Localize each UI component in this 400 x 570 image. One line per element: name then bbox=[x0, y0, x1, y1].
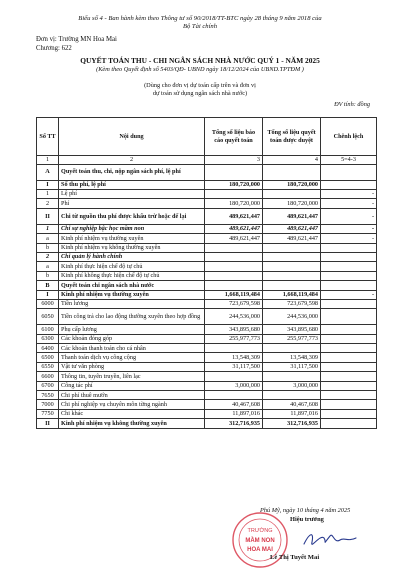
report-value-cell bbox=[205, 391, 263, 400]
approved-value-cell bbox=[263, 252, 321, 261]
diff-cell bbox=[321, 400, 377, 409]
diff-cell bbox=[321, 409, 377, 418]
diff-cell bbox=[321, 299, 377, 308]
content-cell: Quyết toán thu, chi, nộp ngân sách phí, lệ phí bbox=[59, 164, 205, 180]
stt-cell: 1 bbox=[37, 224, 59, 233]
content-cell: Tiền công trả cho lao động thường xuyên theo hợp đồng bbox=[59, 309, 205, 325]
table-row bbox=[37, 243, 377, 252]
table-row bbox=[37, 372, 377, 381]
approved-value-cell bbox=[263, 189, 321, 198]
approved-value-cell: 180,720,000 bbox=[263, 180, 321, 189]
approved-value-cell: 255,977,773 bbox=[263, 334, 321, 343]
diff-cell: - bbox=[321, 189, 377, 198]
content-cell: Chi khác bbox=[59, 409, 205, 418]
table-header-row bbox=[37, 118, 377, 156]
usage-line2: dự toán sử dụng ngân sách nhà nước) bbox=[152, 90, 248, 97]
report-value-cell bbox=[205, 372, 263, 381]
approved-value-cell bbox=[263, 243, 321, 252]
report-value-cell: 1,668,119,484 bbox=[205, 290, 263, 299]
approved-value-cell: 31,117,500 bbox=[263, 362, 321, 371]
approved-value-cell: 11,897,016 bbox=[263, 409, 321, 418]
approved-value-cell bbox=[263, 281, 321, 290]
stamp-text-mid: MẦM NON bbox=[245, 538, 275, 544]
report-value-cell: 3,000,000 bbox=[205, 381, 263, 390]
diff-cell bbox=[321, 372, 377, 381]
approved-value-cell: 180,720,000 bbox=[263, 199, 321, 208]
diff-cell bbox=[321, 281, 377, 290]
table-row bbox=[37, 164, 377, 180]
diff-cell bbox=[321, 262, 377, 271]
table-row bbox=[37, 224, 377, 233]
legal-note bbox=[0, 15, 400, 31]
report-value-cell: 31,117,500 bbox=[205, 362, 263, 371]
approved-value-cell bbox=[263, 164, 321, 180]
usage-note bbox=[0, 82, 400, 98]
table-row bbox=[37, 362, 377, 371]
approved-value-cell: 3,000,000 bbox=[263, 381, 321, 390]
table-row bbox=[37, 290, 377, 299]
report-value-cell: 180,720,000 bbox=[205, 199, 263, 208]
stt-cell: 7000 bbox=[37, 400, 59, 409]
table-row bbox=[37, 419, 377, 428]
content-cell: Chi quản lý hành chính bbox=[59, 252, 205, 261]
diff-cell bbox=[321, 164, 377, 180]
approved-value-cell: 489,621,447 bbox=[263, 234, 321, 243]
content-cell: Kinh phí nhiệm vụ không thường xuyên bbox=[59, 419, 205, 428]
signatory-name: Lê Thị Tuyết Mai bbox=[270, 554, 320, 561]
table-body bbox=[37, 156, 377, 429]
usage-line1: (Dùng cho đơn vị dự toán cấp trên và đơn vị bbox=[144, 82, 256, 89]
approved-value-cell bbox=[263, 372, 321, 381]
diff-cell: - bbox=[321, 234, 377, 243]
diff-cell bbox=[321, 180, 377, 189]
index-cell: 3 bbox=[205, 156, 263, 165]
table-row bbox=[37, 309, 377, 325]
table-row bbox=[37, 334, 377, 343]
stt-cell: 6000 bbox=[37, 299, 59, 308]
diff-cell bbox=[321, 353, 377, 362]
approved-value-cell bbox=[263, 344, 321, 353]
content-cell: Chi phí nghiệp vụ chuyên môn từng ngành bbox=[59, 400, 205, 409]
content-cell: Thông tin, tuyên truyền, liên lạc bbox=[59, 372, 205, 381]
index-cell: 1 bbox=[37, 156, 59, 165]
content-cell: Phí bbox=[59, 199, 205, 208]
report-value-cell: 180,720,000 bbox=[205, 180, 263, 189]
report-value-cell: 40,467,608 bbox=[205, 400, 263, 409]
stt-cell: 1 bbox=[37, 189, 59, 198]
table-row bbox=[37, 400, 377, 409]
stt-cell: I bbox=[37, 290, 59, 299]
stt-cell: A bbox=[37, 164, 59, 180]
stt-cell: 2 bbox=[37, 199, 59, 208]
content-cell: Công tác phí bbox=[59, 381, 205, 390]
stt-cell: b bbox=[37, 271, 59, 280]
approved-value-cell bbox=[263, 271, 321, 280]
legal-note-line2: Bộ Tài chính bbox=[182, 23, 218, 30]
stt-cell: a bbox=[37, 262, 59, 271]
diff-cell bbox=[321, 362, 377, 371]
table-row bbox=[37, 344, 377, 353]
content-cell: Kinh phí nhiệm vụ không thường xuyên bbox=[59, 243, 205, 252]
stt-cell: II bbox=[37, 419, 59, 428]
table-row bbox=[37, 353, 377, 362]
content-cell: Lệ phí bbox=[59, 189, 205, 198]
content-cell: Chi từ nguồn thu phí được khấu trừ hoặc để lại bbox=[59, 208, 205, 224]
stamp-text-top: TRƯỜNG bbox=[247, 528, 273, 534]
content-cell: Kinh phí thực hiện chế độ tự chủ bbox=[59, 262, 205, 271]
approved-value-cell bbox=[263, 262, 321, 271]
subtitle: (Kèm theo Quyết định số 5403/QĐ- UBND ngày 18/12/2024 của UBND.TPTĐM ) bbox=[96, 66, 304, 73]
signature-date: Phú Mỹ, ngày 10 tháng 4 năm 2025 bbox=[260, 507, 351, 514]
red-stamp-seal bbox=[230, 510, 290, 570]
content-cell: Quyết toán chi ngân sách nhà nước bbox=[59, 281, 205, 290]
diff-cell bbox=[321, 381, 377, 390]
approved-value-cell: 13,548,309 bbox=[263, 353, 321, 362]
currency-unit: ĐV tính: đồng bbox=[334, 101, 370, 108]
table-row bbox=[37, 391, 377, 400]
table-row bbox=[37, 208, 377, 224]
chapter-line: Chương: 622 bbox=[36, 45, 72, 52]
diff-cell bbox=[321, 419, 377, 428]
report-value-cell bbox=[205, 189, 263, 198]
index-row bbox=[37, 156, 377, 165]
content-cell: Chi sự nghiệp bậc học mầm non bbox=[59, 224, 205, 233]
table-row bbox=[37, 234, 377, 243]
header-content: Nội dung bbox=[59, 118, 205, 156]
approved-value-cell: 40,467,608 bbox=[263, 400, 321, 409]
table-row bbox=[37, 271, 377, 280]
diff-cell: - bbox=[321, 290, 377, 299]
diff-cell: - bbox=[321, 199, 377, 208]
report-value-cell: 343,895,680 bbox=[205, 325, 263, 334]
report-value-cell: 489,621,447 bbox=[205, 224, 263, 233]
report-value-cell bbox=[205, 344, 263, 353]
settlement-table bbox=[36, 117, 377, 429]
diff-cell bbox=[321, 344, 377, 353]
table-row bbox=[37, 409, 377, 418]
table-row bbox=[37, 299, 377, 308]
stt-cell: b bbox=[37, 243, 59, 252]
unit-line: Đơn vị: Trường MN Hoa Mai bbox=[36, 36, 117, 43]
stt-cell: 7650 bbox=[37, 391, 59, 400]
stt-cell: a bbox=[37, 234, 59, 243]
table-row bbox=[37, 189, 377, 198]
stt-cell: 6400 bbox=[37, 344, 59, 353]
approved-value-cell: 489,621,447 bbox=[263, 208, 321, 224]
index-cell: 2 bbox=[59, 156, 205, 165]
report-value-cell: 723,679,598 bbox=[205, 299, 263, 308]
content-cell: Các khoản đóng góp bbox=[59, 334, 205, 343]
content-cell: Tiền lương bbox=[59, 299, 205, 308]
diff-cell bbox=[321, 243, 377, 252]
report-value-cell bbox=[205, 243, 263, 252]
approved-value-cell: 723,679,598 bbox=[263, 299, 321, 308]
approved-value-cell: 312,716,935 bbox=[263, 419, 321, 428]
report-value-cell: 312,716,935 bbox=[205, 419, 263, 428]
report-value-cell bbox=[205, 271, 263, 280]
table-row bbox=[37, 262, 377, 271]
stamp-text-bottom: HOA MAI bbox=[247, 547, 273, 553]
diff-cell: - bbox=[321, 224, 377, 233]
report-value-cell bbox=[205, 164, 263, 180]
diff-cell bbox=[321, 325, 377, 334]
header-report: Tổng số liệu báo cáo quyết toán bbox=[205, 118, 263, 156]
table-row bbox=[37, 180, 377, 189]
content-cell: Số thu phí, lệ phí bbox=[59, 180, 205, 189]
table-row bbox=[37, 381, 377, 390]
report-value-cell: 11,897,016 bbox=[205, 409, 263, 418]
table-row bbox=[37, 281, 377, 290]
page-title: QUYẾT TOÁN THU - CHI NGÂN SÁCH NHÀ NƯỚC QUÝ 1 - NĂM 2025 bbox=[80, 56, 320, 65]
approved-value-cell: 1,668,119,484 bbox=[263, 290, 321, 299]
diff-cell bbox=[321, 334, 377, 343]
stt-cell: I bbox=[37, 180, 59, 189]
diff-cell bbox=[321, 271, 377, 280]
approved-value-cell bbox=[263, 391, 321, 400]
report-value-cell bbox=[205, 262, 263, 271]
approved-value-cell: 244,536,000 bbox=[263, 309, 321, 325]
header-diff: Chênh lệch bbox=[321, 118, 377, 156]
table-row bbox=[37, 325, 377, 334]
legal-note-line1: Biểu số 4 - Ban hành kèm theo Thông tư số 90/2018/TT-BTC ngày 28 tháng 9 năm 2018 của bbox=[78, 15, 322, 22]
content-cell: Vật tư văn phòng bbox=[59, 362, 205, 371]
approved-value-cell: 489,621,447 bbox=[263, 224, 321, 233]
content-cell: Phụ cấp lương bbox=[59, 325, 205, 334]
table-row bbox=[37, 252, 377, 261]
stt-cell: B bbox=[37, 281, 59, 290]
header-approved: Tổng số liệu quyết toán được duyệt bbox=[263, 118, 321, 156]
stt-cell: 6050 bbox=[37, 309, 59, 325]
stt-cell: 6300 bbox=[37, 334, 59, 343]
content-cell: Các khoản thanh toán cho cá nhân bbox=[59, 344, 205, 353]
stt-cell: 6500 bbox=[37, 353, 59, 362]
approved-value-cell: 343,895,680 bbox=[263, 325, 321, 334]
signature-role: Hiệu trưởng bbox=[290, 516, 324, 523]
report-value-cell: 255,977,773 bbox=[205, 334, 263, 343]
report-value-cell: 244,536,000 bbox=[205, 309, 263, 325]
stt-cell: 7750 bbox=[37, 409, 59, 418]
content-cell: Kinh phí nhiệm vụ thường xuyên bbox=[59, 290, 205, 299]
stt-cell: II bbox=[37, 208, 59, 224]
report-value-cell bbox=[205, 252, 263, 261]
content-cell: Kinh phí không thực hiện chế độ tự chủ bbox=[59, 271, 205, 280]
stt-cell: 6100 bbox=[37, 325, 59, 334]
stt-cell: 6550 bbox=[37, 362, 59, 371]
report-value-cell: 489,621,447 bbox=[205, 234, 263, 243]
diff-cell bbox=[321, 252, 377, 261]
content-cell: Chi phí thuê mướn bbox=[59, 391, 205, 400]
stt-cell: 2 bbox=[37, 252, 59, 261]
diff-cell: - bbox=[321, 208, 377, 224]
report-value-cell: 489,621,447 bbox=[205, 208, 263, 224]
diff-cell bbox=[321, 391, 377, 400]
header-stt: Số TT bbox=[37, 118, 59, 156]
handwritten-signature bbox=[300, 528, 360, 552]
index-cell: 4 bbox=[263, 156, 321, 165]
report-value-cell: 13,548,309 bbox=[205, 353, 263, 362]
table-row bbox=[37, 199, 377, 208]
report-value-cell bbox=[205, 281, 263, 290]
content-cell: Thanh toán dịch vụ công cộng bbox=[59, 353, 205, 362]
stt-cell: 6700 bbox=[37, 381, 59, 390]
stt-cell: 6600 bbox=[37, 372, 59, 381]
diff-cell bbox=[321, 309, 377, 325]
index-cell: 5=4-3 bbox=[321, 156, 377, 165]
content-cell: Kinh phí nhiệm vụ thường xuyên bbox=[59, 234, 205, 243]
